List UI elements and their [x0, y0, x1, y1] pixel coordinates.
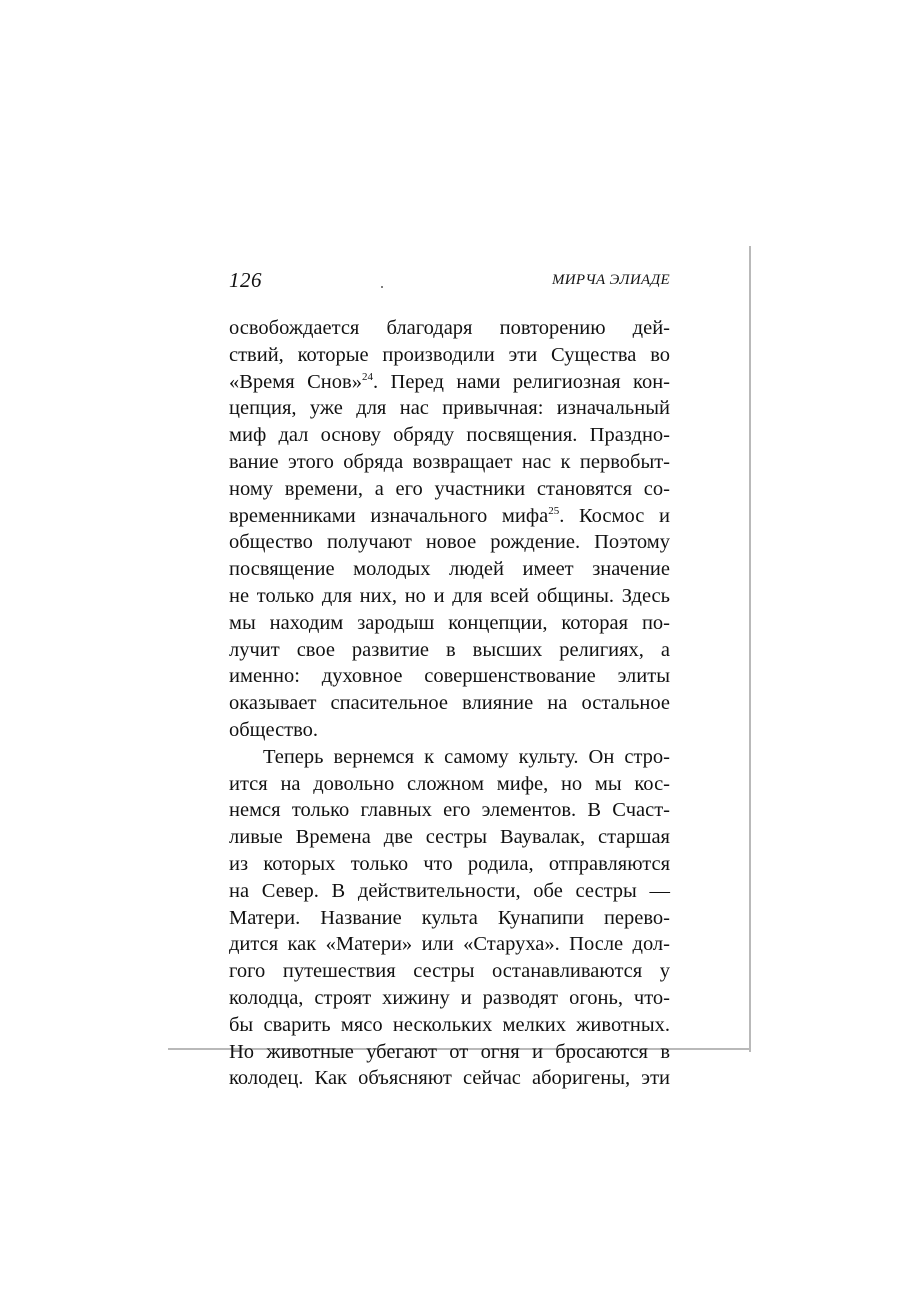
text-run: . Космос и	[559, 504, 670, 527]
text-line: Матери. Название культа Кунапипи перево-	[229, 906, 670, 929]
text-line: посвящение молодых людей имеет значение	[229, 558, 670, 581]
text-line: дится как «Матери» или «Старуха». После дол-	[229, 933, 670, 956]
text-run: . Перед нами религиозная кон-	[372, 370, 671, 393]
text-line: Но животные убегают от огня и бросаются в	[229, 1040, 670, 1063]
text-line: вание этого обряда возвращает нас к первобыт-	[229, 450, 670, 473]
text-line: мы находим зародыш концепции, которая по-	[229, 611, 670, 634]
text-run: «Время Снов»	[229, 370, 362, 393]
paragraph-2	[229, 744, 670, 1092]
text-line: колодца, строят хижину и разводят огонь, что-	[229, 986, 670, 1009]
footnote-ref[interactable]: 24	[361, 370, 373, 383]
page-edge-right	[749, 246, 751, 1052]
text-line: именно: духовное совершенствование элиты	[229, 665, 670, 688]
text-line: бы сварить мясо нескольких мелких животных.	[229, 1013, 670, 1036]
text-line: немся только главных его элементов. В Счаст-	[229, 799, 670, 822]
text-line: ствий, которые производили эти Существа во	[229, 343, 670, 366]
text-line: ному времени, а его участники становятся со-	[229, 477, 670, 500]
paragraph-1	[229, 315, 670, 744]
footnote-ref[interactable]: 25	[548, 504, 560, 517]
running-title-author: МИРЧА ЭЛИАДЕ	[551, 272, 670, 288]
text-line: освобождается благодаря повторению дей-	[229, 317, 670, 339]
text-line: колодец. Как объясняют сейчас аборигены, эти	[229, 1067, 670, 1090]
text-line: не только для них, но и для всей общины. Здесь	[229, 584, 670, 607]
text-line: общество получают новое рождение. Поэтому	[229, 531, 670, 554]
text-line: из которых только что родила, отправляются	[229, 852, 670, 875]
text-line: Теперь вернемся к самому культу. Он стро-	[263, 745, 670, 768]
text-line: на Север. В действительности, обе сестры —	[229, 879, 670, 902]
text-line: оказывает спасительное влияние на остальное	[229, 692, 670, 715]
text-line	[229, 503, 670, 530]
text-line	[229, 369, 670, 396]
page-number: 126	[229, 268, 262, 292]
text-line: ливые Времена две сестры Ваувалак, старшая	[229, 826, 670, 849]
text-line: лучит свое развитие в высших религиях, а	[229, 638, 670, 661]
print-speck	[381, 286, 383, 288]
text-line: общество.	[229, 718, 319, 741]
running-header	[229, 268, 670, 298]
body-text	[229, 315, 670, 1092]
text-line: цепция, уже для нас привычная: изначальный	[229, 397, 670, 420]
text-line: миф дал основу обряду посвящения. Праздно-	[229, 424, 670, 447]
text-line: ится на довольно сложном мифе, но мы кос-	[229, 772, 670, 795]
text-line: гого путешествия сестры останавливаются у	[229, 960, 670, 983]
text-run: временниками изначального мифа	[229, 504, 549, 527]
